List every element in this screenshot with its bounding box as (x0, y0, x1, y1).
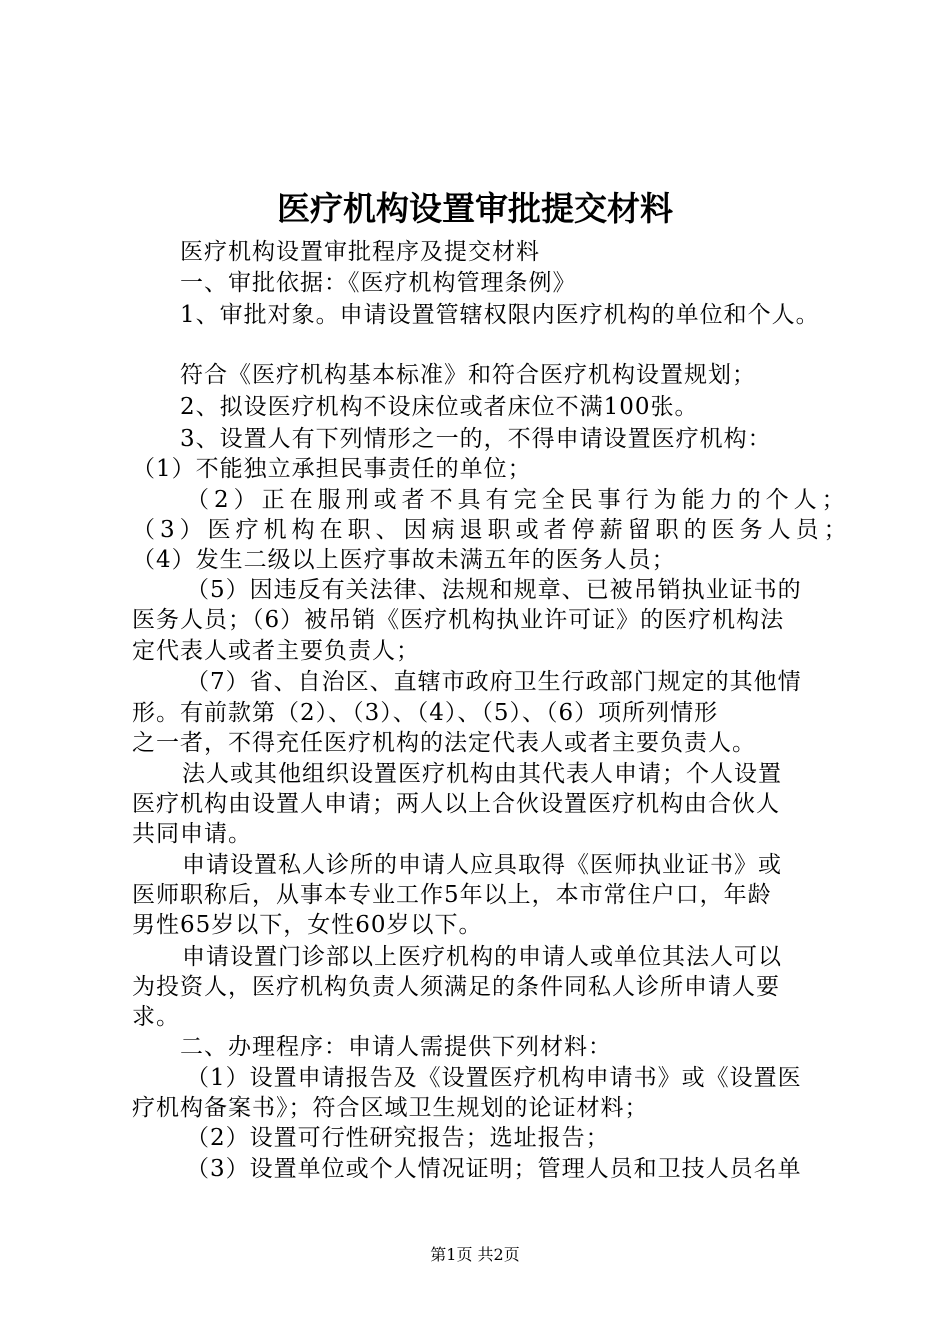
paragraph-line: （5）因违反有关法律、法规和规章、已被吊销执业证书的 (186, 577, 802, 603)
paragraph-line: （3）医疗机构在职、因病退职或者停薪留职的医务人员； (132, 517, 852, 543)
paragraph-line: 医师职称后，从事本专业工作5年以上，本市常住户口，年龄 (132, 882, 772, 908)
paragraph-line: 医疗机构设置审批程序及提交材料 (180, 239, 540, 265)
paragraph-line: 申请设置私人诊所的申请人应具取得《医师执业证书》或 (182, 852, 782, 878)
paragraph-line: 申请设置门诊部以上医疗机构的申请人或单位其法人可以 (182, 944, 782, 970)
paragraph-line: （3）设置单位或个人情况证明；管理人员和卫技人员名单 (186, 1156, 802, 1182)
paragraph-line: （1）不能独立承担民事责任的单位； (132, 456, 532, 482)
paragraph-line: 定代表人或者主要负责人； (132, 638, 420, 664)
paragraph-line: （2）设置可行性研究报告；选址报告； (186, 1125, 610, 1151)
paragraph-line: 二、办理程序：申请人需提供下列材料： (180, 1034, 612, 1060)
paragraph-line: 3、设置人有下列情形之一的，不得申请设置医疗机构： (180, 426, 772, 452)
paragraph-line: （7）省、自治区、直辖市政府卫生行政部门规定的其他情 (186, 669, 802, 695)
paragraph-line: 2、拟设医疗机构不设床位或者床位不满100张。 (180, 394, 699, 420)
page-footer: 第1页 共2页 (430, 1245, 520, 1264)
paragraph-line: 医疗机构由设置人申请；两人以上合伙设置医疗机构由合伙人 (132, 791, 780, 817)
paragraph-line: （1）设置申请报告及《设置医疗机构申请书》或《设置医 (186, 1065, 802, 1091)
paragraph-line: （2）正在服刑或者不具有完全民事行为能力的个人； (186, 487, 850, 513)
paragraph-line: 法人或其他组织设置医疗机构由其代表人申请；个人设置 (182, 761, 782, 787)
document-title: 医疗机构设置审批提交材料 (277, 189, 673, 228)
paragraph-line: 一、审批依据：《医疗机构管理条例》 (180, 270, 577, 296)
paragraph-line: 之一者，不得充任医疗机构的法定代表人或者主要负责人。 (132, 730, 756, 756)
paragraph-line: 男性65岁以下，女性60岁以下。 (132, 912, 483, 938)
paragraph-line: 医务人员；（6）被吊销《医疗机构执业许可证》的医疗机构法 (132, 607, 785, 633)
paragraph-line: 共同申请。 (132, 821, 252, 847)
paragraph-line: 疗机构备案书》；符合区域卫生规划的论证材料； (132, 1095, 649, 1121)
paragraph-line: 求。 (132, 1004, 180, 1030)
paragraph-line: 为投资人，医疗机构负责人须满足的条件同私人诊所申请人要 (132, 974, 780, 1000)
paragraph-line: 形。有前款第（2）、（3）、（4）、（5）、（6）项所列情形 (132, 700, 719, 726)
paragraph-line: 符合《医疗机构基本标准》和符合医疗机构设置规划； (180, 362, 756, 388)
paragraph-line: （4）发生二级以上医疗事故未满五年的医务人员； (132, 547, 676, 573)
paragraph-line: 1、审批对象。申请设置管辖权限内医疗机构的单位和个人。 (180, 302, 820, 328)
